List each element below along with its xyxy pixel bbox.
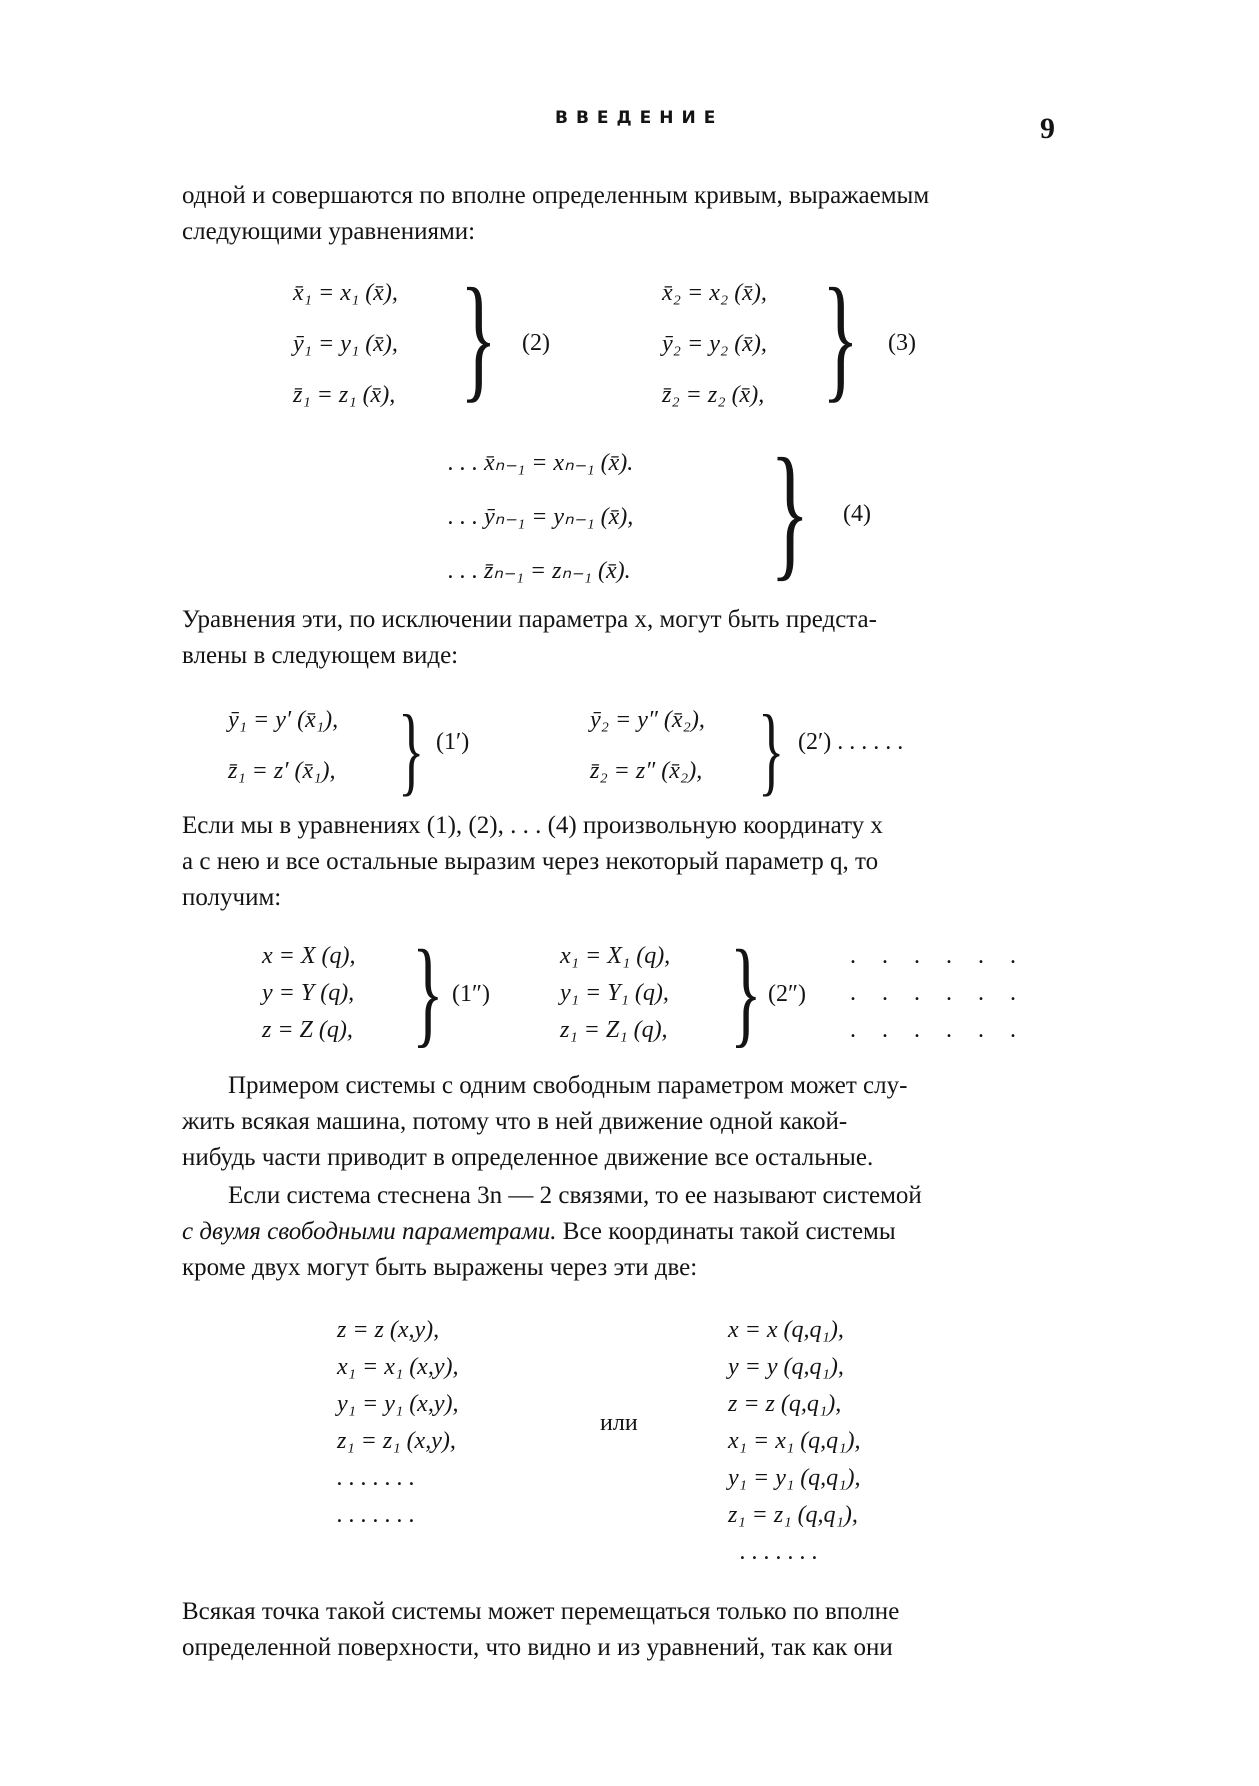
p5-line-1: Если система стеснена 3n — 2 связями, то ее называют системой: [228, 1182, 922, 1209]
eqL-line-3: y₁ = y₁ (x,y),: [337, 1391, 459, 1417]
p5-line-2: [182, 1214, 1075, 1250]
eq1p-line-1: ȳ₁ = y′ (x̄₁),: [228, 707, 339, 733]
eqR-line-6: z₁ = z₁ (q,q₁),: [728, 1502, 858, 1528]
or-word: или: [600, 1410, 638, 1436]
p4-line-2: жить всякая машина, потому что в ней движение одной какой-: [182, 1108, 848, 1135]
eq4-label: (4): [843, 501, 871, 527]
eq2-line-3: z̄₁ = z₁ (x̄),: [293, 382, 396, 408]
p5-line-2-rest: Все координаты такой системы: [556, 1218, 896, 1245]
eqR-line-5: y₁ = y₁ (q,q₁),: [728, 1465, 861, 1491]
eq3-line-2: ȳ₂ = y₂ (x̄),: [662, 331, 767, 357]
p5-italic-term: с двумя свободными параметрами.: [182, 1218, 557, 1245]
eq4-brace: }: [770, 428, 810, 594]
p6-line-2: определенной поверхности, что видно и из уравнений, так как они: [182, 1634, 893, 1661]
p6-line-1: Всякая точка такой системы может перемещаться только по вполне: [182, 1598, 900, 1625]
dots-row-1: . . . . . .: [850, 943, 1026, 969]
eqR-line-4: x₁ = x₁ (q,q₁),: [728, 1428, 861, 1454]
p3-line-1: Если мы в уравнениях (1), (2), . . . (4) произвольную координату x: [182, 812, 883, 839]
eq2pp-brace: }: [730, 925, 762, 1058]
eq2-line-1: x̄₁ = x₁ (x̄),: [293, 280, 398, 306]
eqL-line-1: z = z (x,y),: [337, 1317, 440, 1343]
dots-row-2: . . . . . .: [850, 980, 1026, 1006]
eqL-line-5: . . . . . . .: [337, 1465, 415, 1491]
p3-line-3: получим:: [182, 884, 282, 911]
p2-line-1: Уравнения эти, по исключении параметра x, могут быть предста-: [182, 606, 877, 633]
eq2p-brace: }: [758, 694, 785, 805]
eqL-line-4: z₁ = z₁ (x,y),: [337, 1428, 456, 1454]
eq4-line-2: . . . ȳₙ₋₁ = yₙ₋₁ (x̄),: [448, 504, 634, 530]
eqL-line-2: x₁ = x₁ (x,y),: [337, 1354, 459, 1380]
eq1p-line-2: z̄₁ = z′ (x̄₁),: [228, 758, 336, 784]
eq4-line-1: . . . x̄ₙ₋₁ = xₙ₋₁ (x̄).: [448, 450, 634, 476]
dots-row-3: . . . . . .: [850, 1017, 1026, 1043]
eq1pp-line-3: z = Z (q),: [262, 1017, 353, 1043]
eq2pp-line-2: y₁ = Y₁ (q),: [560, 980, 669, 1006]
eq2p-label: (2′) . . . . . .: [798, 729, 904, 755]
eq4-line-3: . . . z̄ₙ₋₁ = zₙ₋₁ (x̄).: [448, 558, 631, 584]
eq1pp-brace: }: [412, 925, 444, 1058]
eq2p-line-1: ȳ₂ = y″ (x̄₂),: [590, 707, 705, 733]
eq1pp-label: (1″): [452, 981, 490, 1007]
eqR-line-2: y = y (q,q₁),: [728, 1354, 844, 1380]
eq1p-label: (1′): [436, 729, 470, 755]
p2-line-2: влены в следующем виде:: [182, 642, 459, 669]
eq1p-brace: }: [398, 694, 425, 805]
p3-line-2: а с нею и все остальные выразим через некоторый параметр q, то: [182, 848, 879, 875]
eqR-line-3: z = z (q,q₁),: [728, 1391, 842, 1417]
p1-line-1: одной и совершаются по вполне определенным кривым, выражаемым: [182, 182, 930, 209]
eq1pp-line-2: y = Y (q),: [262, 980, 355, 1006]
running-header: ВВЕДЕНИЕ: [555, 108, 724, 128]
eq2pp-label: (2″): [768, 981, 806, 1007]
eqR-line-1: x = x (q,q₁),: [728, 1317, 844, 1343]
eq1pp-line-1: x = X (q),: [262, 943, 356, 969]
eq3-line-3: z̄₂ = z₂ (x̄),: [662, 382, 765, 408]
eqL-line-6: . . . . . . .: [337, 1502, 415, 1528]
eq2-line-2: ȳ₁ = y₁ (x̄),: [293, 331, 398, 357]
eqR-line-7: . . . . . . .: [740, 1539, 818, 1565]
eq3-line-1: x̄₂ = x₂ (x̄),: [662, 280, 767, 306]
eq2pp-line-1: x₁ = X₁ (q),: [560, 943, 671, 969]
eq3-label: (3): [888, 330, 916, 356]
eq3-brace: }: [822, 260, 859, 415]
p1-line-2: следующими уравнениями:: [182, 218, 476, 245]
eq2-label: (2): [522, 330, 550, 356]
eq2pp-line-3: z₁ = Z₁ (q),: [560, 1017, 668, 1043]
eq2p-line-2: z̄₂ = z″ (x̄₂),: [590, 758, 703, 784]
eq2-brace: }: [460, 260, 497, 415]
p4-line-1: Примером системы с одним свободным параметром может слу-: [228, 1072, 908, 1099]
p5-line-3: кроме двух могут быть выражены через эти две:: [182, 1254, 698, 1281]
page-number: 9: [1040, 112, 1055, 145]
p4-line-3: нибудь части приводит в определенное движение все остальные.: [182, 1144, 874, 1171]
